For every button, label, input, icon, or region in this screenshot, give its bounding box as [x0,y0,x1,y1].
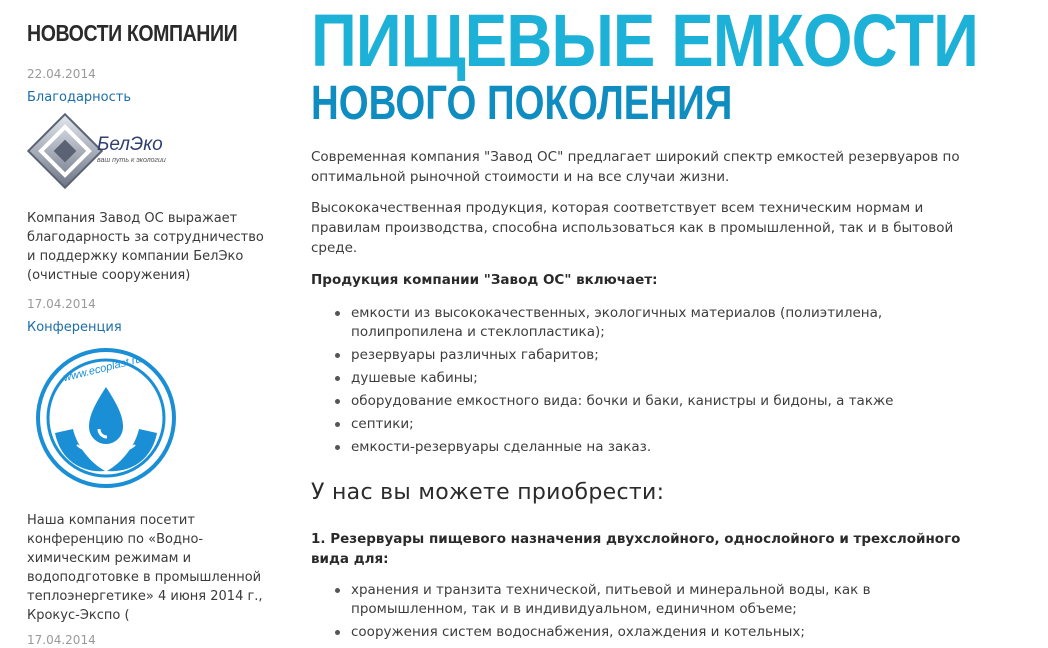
news-text: Компания Завод ОС выражает благодарность за сотрудничество и поддержку компании БелЭко (очистные сооружения) [27,211,264,283]
conference-logo[interactable] [33,345,179,495]
belaeco-logo[interactable] [27,112,187,190]
list-item: септики; [335,415,975,434]
svg-text:ваш путь к экологии: ваш путь к экологии [97,157,166,164]
list-item: емкости из высококачественных, экологичных материалов (полиэтилена, полипропилена и стеклопластика); [335,304,975,342]
news-text: Наша компания посетит конференцию по «Водно-химическим режимам и водоподготовке в промышленной теплоэнергетике» 4 июня 2014 г., Крокус-Экспо ( [27,513,263,623]
svg-text:БелЭко: БелЭко [97,134,163,155]
svg-text:www.ecoplast.ru: www.ecoplast.ru [62,353,143,385]
news-date: 22.04.2014 [27,67,96,81]
list-item: емкости-резервуары сделанные на заказ. [335,438,975,457]
list-item: душевые кабины; [335,369,975,388]
list-item: сооружения систем водоснабжения, охлаждения и котельных; [335,623,975,642]
sidebar-title: НОВОСТИ КОМПАНИИ [27,20,238,46]
news-link-gratitude[interactable]: Благодарность [27,90,132,105]
list-item: хранения и транзита технической, питьевой и минеральной воды, как в промышленном, так и в индивидуальном, единичном объеме; [335,581,975,619]
news-date: 17.04.2014 [27,297,96,311]
products-heading: Продукция компании "Завод ОС" включает: [311,272,658,288]
page-title: ПИЩЕВЫЕ ЕМКОСТИ [311,0,979,82]
news-date: 17.04.2014 [27,633,96,647]
buy-heading: У нас вы можете приобрести: [311,480,665,505]
section1-heading: 1. Резервуары пищевого назначения двухслойного, однослойного и трехслойного вида для: [311,531,961,567]
intro-paragraph: Современная компания "Завод ОС" предлагает широкий спектр емкостей резервуаров по оптимальной рыночной стоимости и на все случаи жизни. [311,149,960,185]
list-item: оборудование емкостного вида: бочки и баки, канистры и бидоны, а также [335,392,975,411]
products-list [335,304,975,461]
page-subtitle: НОВОГО ПОКОЛЕНИЯ [311,77,733,130]
news-link-conference[interactable]: Конференция [27,320,122,335]
section1-list [335,581,975,646]
intro-paragraph: Высококачественная продукция, которая соответствует всем техническим нормам и правилам производства, способна использоваться как в промышленной, так и в бытовой среде. [311,200,954,256]
list-item: резервуары различных габаритов; [335,346,975,365]
